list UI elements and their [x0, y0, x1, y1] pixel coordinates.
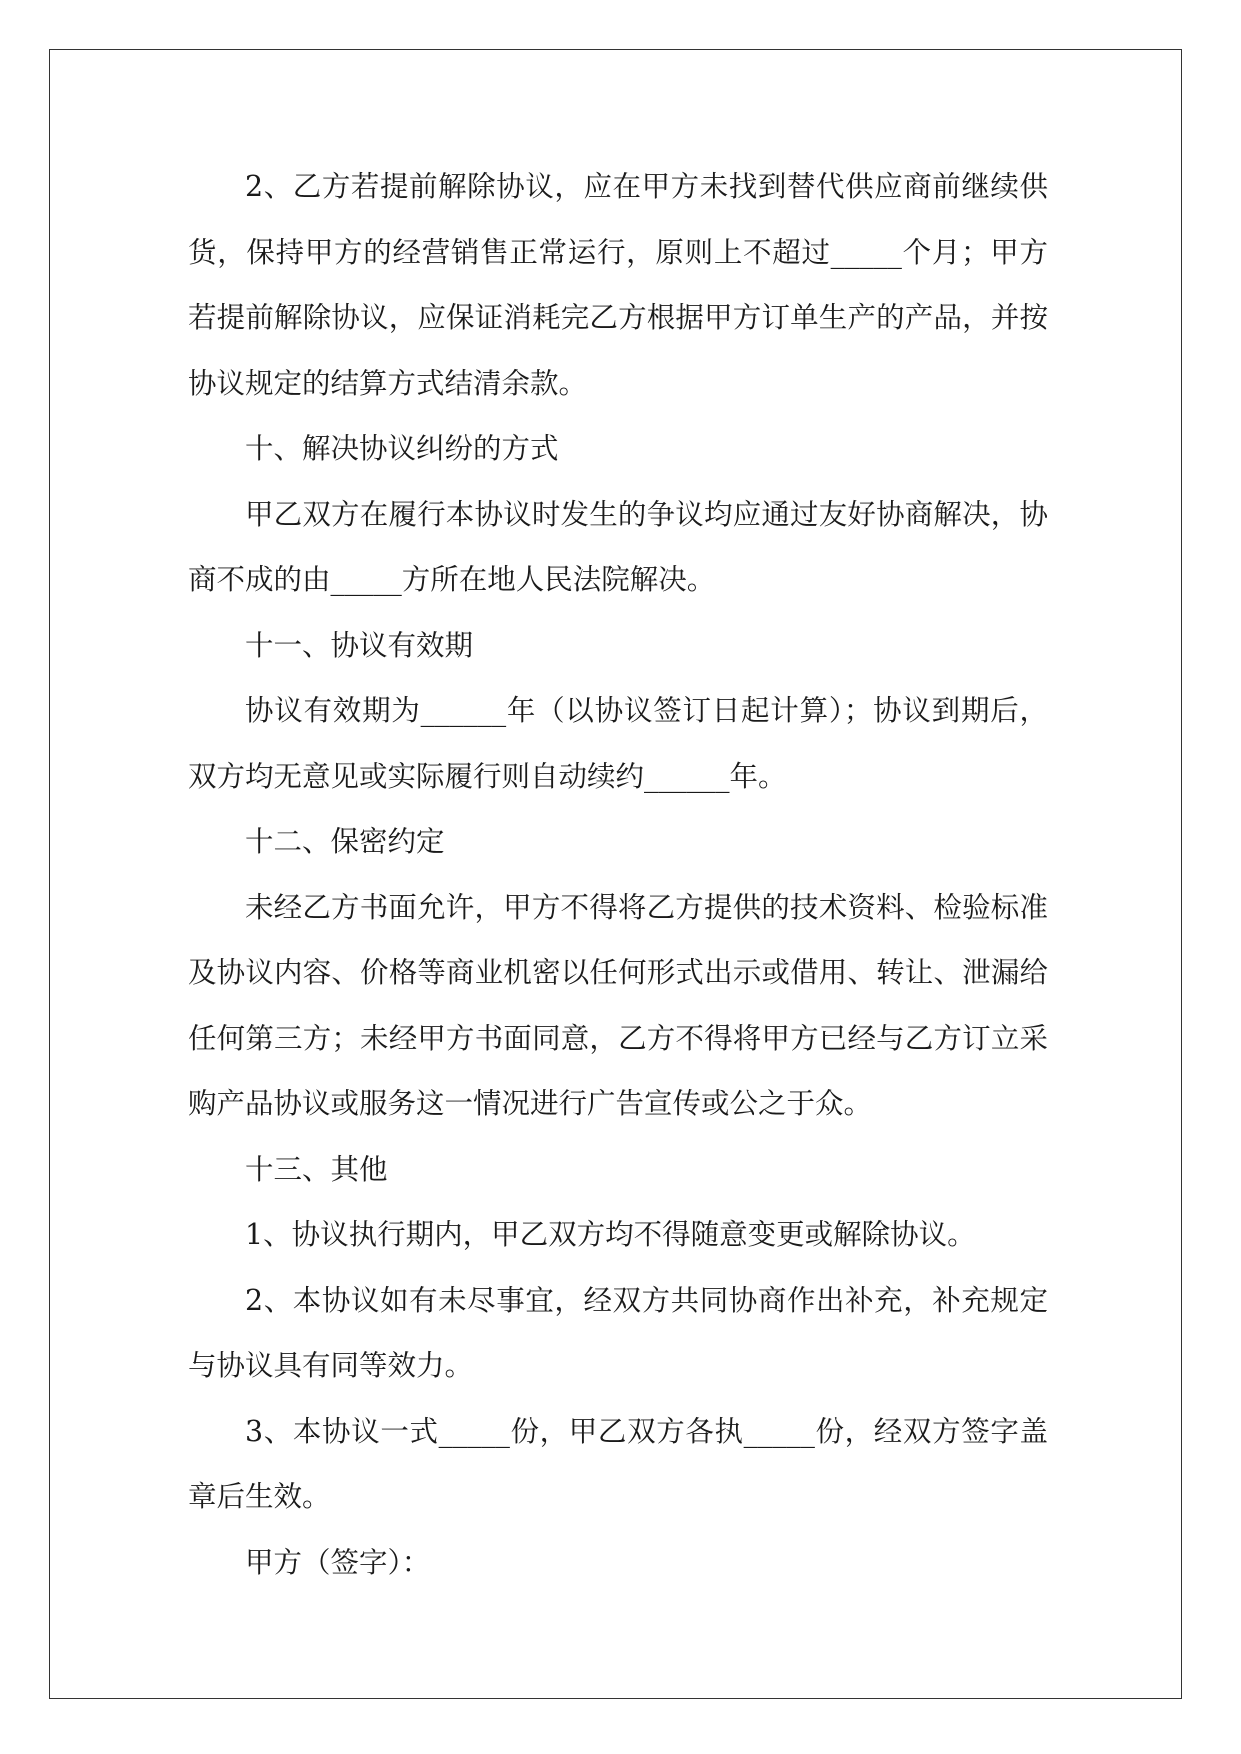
section-heading-other: 十三、其他 [245, 1152, 388, 1186]
clause-other-3: 3、本协议一式_____份，甲乙双方各执_____份，经双方签字盖章后生效。 [188, 1414, 1048, 1513]
clause-validity-period: 协议有效期为______年（以协议签订日起计算）；协议到期后，双方均无意见或实际履行则自动续约______年。 [188, 694, 1048, 793]
clause-early-termination: 2、乙方若提前解除协议，应在甲方未找到替代供应商前继续供货，保持甲方的经营销售正常运行，原则上不超过_____个月；甲方若提前解除协议，应保证消耗完乙方根据甲方订单生产的产品，并按协议规定的结算方式结清余款。 [188, 170, 1048, 400]
clause-other-1: 1、协议执行期内，甲乙双方均不得随意变更或解除协议。 [245, 1218, 976, 1251]
section-heading-validity-period: 十一、协议有效期 [245, 628, 474, 662]
document-body [188, 154, 1048, 1595]
clause-other-2: 2、本协议如有未尽事宜，经双方共同协商作出补充，补充规定与协议具有同等效力。 [188, 1283, 1048, 1382]
signature-party-a: 甲方（签字）： [245, 1545, 431, 1579]
section-heading-dispute-resolution: 十、解决协议纠纷的方式 [245, 432, 559, 465]
section-heading-confidentiality: 十二、保密约定 [245, 825, 445, 858]
clause-dispute-resolution: 甲乙双方在履行本协议时发生的争议均应通过友好协商解决，协商不成的由_____方所在地人民法院解决。 [188, 497, 1048, 596]
clause-confidentiality: 未经乙方书面允许，甲方不得将乙方提供的技术资料、检验标准及协议内容、价格等商业机密以任何形式出示或借用、转让、泄漏给任何第三方；未经甲方书面同意，乙方不得将甲方已经与乙方订立采购产品协议或服务这一情况进行广告宣传或公之于众。 [188, 890, 1048, 1120]
